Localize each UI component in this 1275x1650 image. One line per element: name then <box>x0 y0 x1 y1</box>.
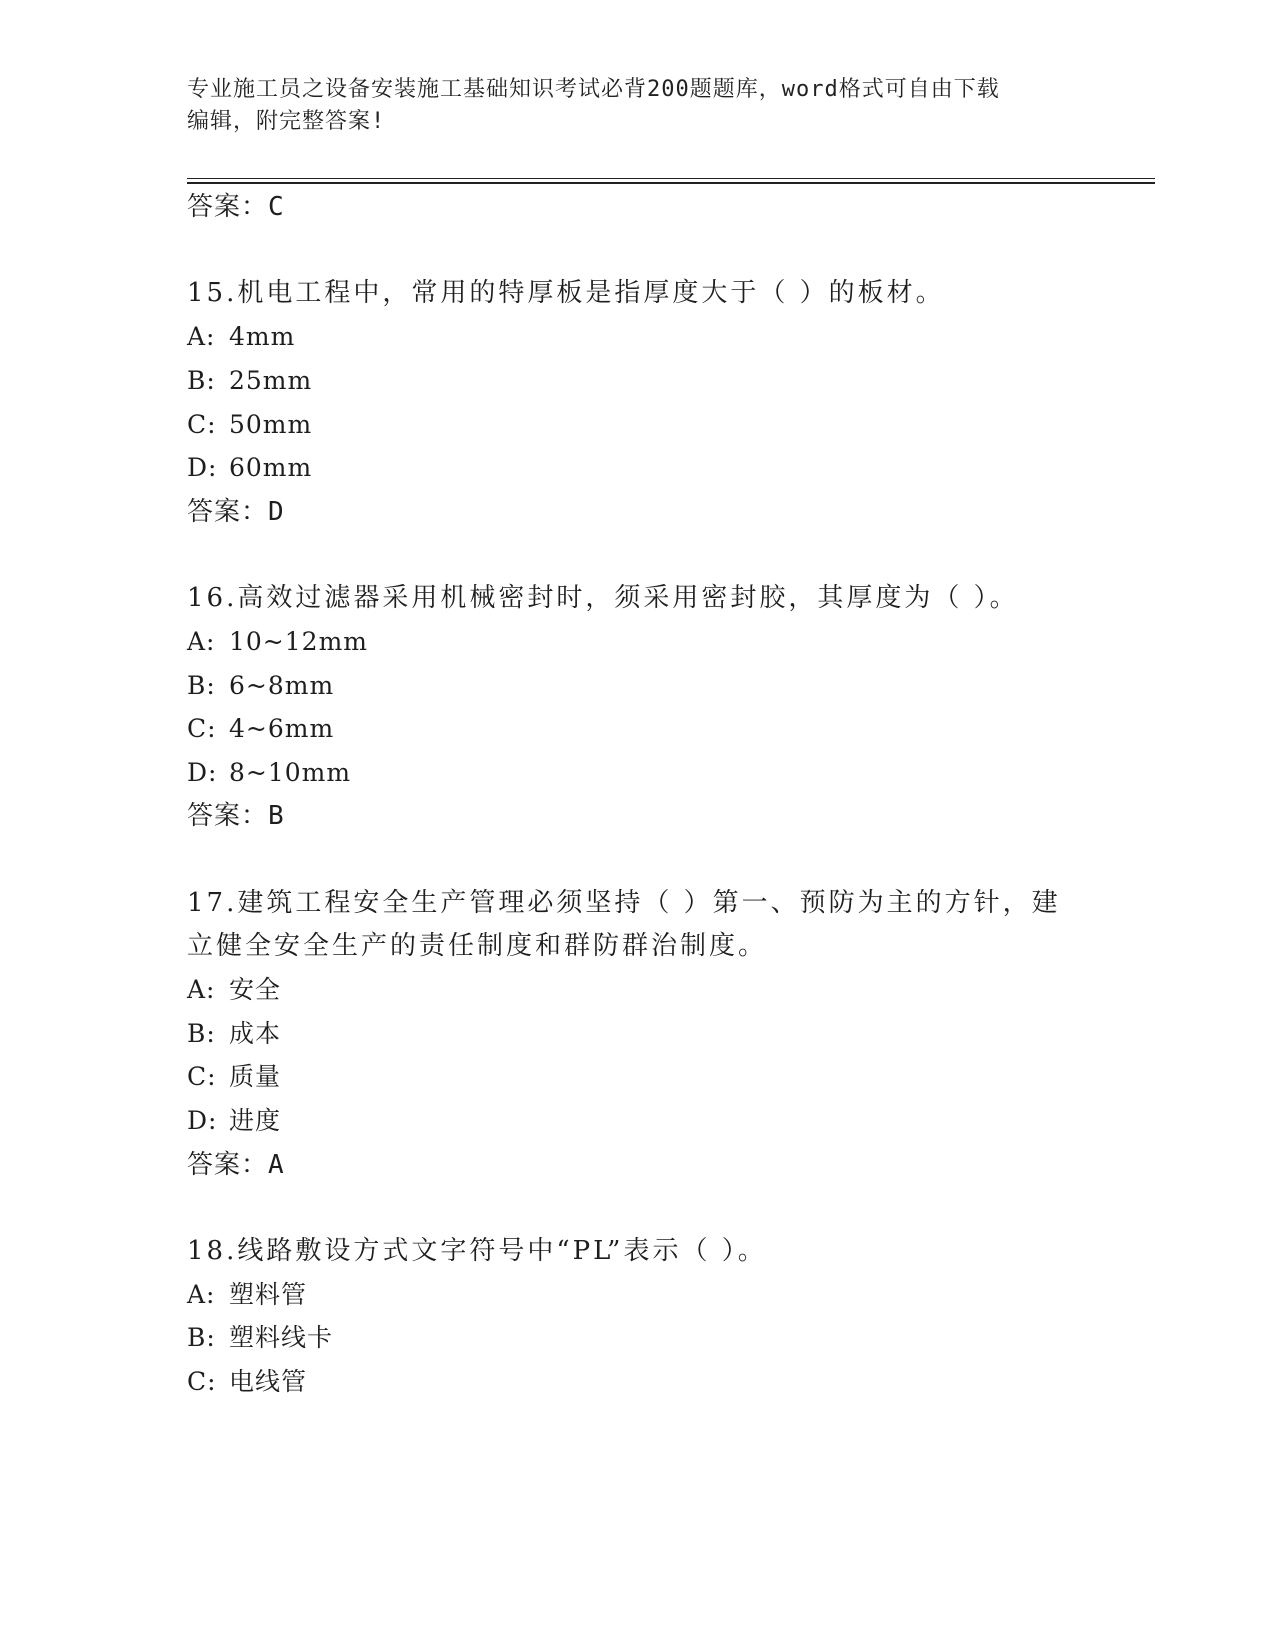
option-value: 10~12mm <box>229 627 368 656</box>
option-value: 6~8mm <box>229 671 335 700</box>
option-value: 4mm <box>229 322 296 351</box>
option-value: 成本 <box>229 1019 282 1048</box>
option-value: 8~10mm <box>229 758 352 787</box>
option-value: 4~6mm <box>229 714 335 743</box>
option-key: B: <box>187 1019 216 1048</box>
question-17-text-line-2: 立健全安全生产的责任制度和群防群治制度。 <box>187 931 768 961</box>
option-key: A: <box>187 1280 216 1309</box>
question-18-option-c <box>187 1365 307 1399</box>
question-16-answer: 答案：B <box>187 801 285 831</box>
option-key: B: <box>187 366 216 395</box>
option-key: A: <box>187 975 216 1004</box>
option-value: 质量 <box>229 1062 282 1091</box>
option-key: D: <box>187 453 218 482</box>
header-line-2: 编辑，附完整答案! <box>187 109 386 134</box>
question-16-text: 16.高效过滤器采用机械密封时，须采用密封胶，其厚度为（ ）。 <box>187 583 1019 613</box>
option-key: C: <box>187 410 217 439</box>
question-18-option-b <box>187 1321 333 1355</box>
question-17-option-b <box>187 1017 281 1051</box>
document-header <box>187 74 1077 138</box>
question-17-answer: 答案：A <box>187 1150 285 1180</box>
option-key: B: <box>187 671 216 700</box>
question-16-option-b <box>187 669 334 703</box>
option-value: 电线管 <box>229 1367 308 1396</box>
option-key: A: <box>187 322 216 351</box>
option-value: 塑料管 <box>229 1280 308 1309</box>
option-key: D: <box>187 1106 218 1135</box>
question-17-option-c <box>187 1060 281 1094</box>
question-16-option-a <box>187 625 368 659</box>
question-18-text: 18.线路敷设方式文字符号中“PL”表示（ ）。 <box>187 1236 767 1266</box>
header-rule-thin <box>187 178 1155 179</box>
question-18-option-a <box>187 1278 307 1312</box>
option-key: A: <box>187 627 216 656</box>
question-17-option-d <box>187 1104 281 1138</box>
question-17-text-line-1: 17.建筑工程安全生产管理必须坚持（ ）第一、预防为主的方针，建 <box>187 888 1061 918</box>
option-value: 安全 <box>229 975 282 1004</box>
option-key: B: <box>187 1323 216 1352</box>
question-15-text: 15.机电工程中，常用的特厚板是指厚度大于（ ）的板材。 <box>187 278 945 308</box>
question-17-option-a <box>187 973 281 1007</box>
option-value: 进度 <box>229 1106 282 1135</box>
option-key: C: <box>187 1367 217 1396</box>
question-16-option-c <box>187 712 334 746</box>
option-value: 塑料线卡 <box>229 1323 334 1352</box>
option-key: C: <box>187 714 217 743</box>
question-15-option-d <box>187 451 312 485</box>
question-15-option-c <box>187 408 312 442</box>
option-value: 60mm <box>229 453 313 482</box>
question-15-answer: 答案：D <box>187 497 285 527</box>
option-key: D: <box>187 758 218 787</box>
option-value: 50mm <box>229 410 313 439</box>
option-value: 25mm <box>229 366 313 395</box>
question-15-option-b <box>187 364 312 398</box>
option-key: C: <box>187 1062 217 1091</box>
question-16-option-d <box>187 756 351 790</box>
header-line-1: 专业施工员之设备安装施工基础知识考试必背200题题库，word格式可自由下载 <box>187 77 1000 102</box>
header-rule-thick <box>187 182 1155 184</box>
previous-answer: 答案：C <box>187 192 285 222</box>
question-15-option-a <box>187 320 295 354</box>
